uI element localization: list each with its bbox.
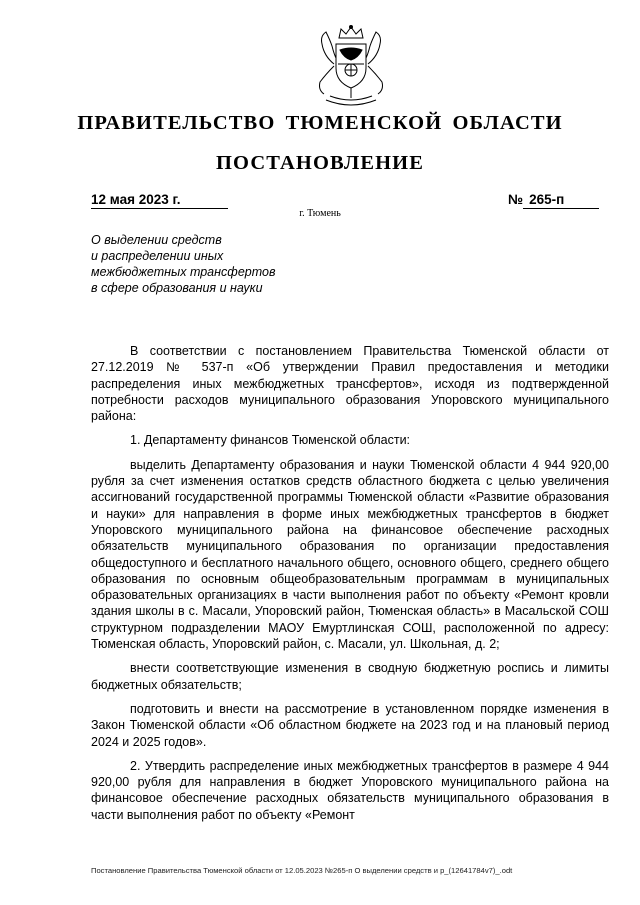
document-number: 265-п <box>523 192 599 209</box>
body-paragraph: 1. Департаменту финансов Тюменской области: <box>130 433 411 448</box>
document-subject <box>91 232 351 296</box>
document-footer: Постановление Правительства Тюменской области от 12.05.2023 №265-п О выделении средств и р_(12641784v7)_.odt <box>91 866 513 875</box>
coat-of-arms-icon <box>312 24 390 108</box>
subject-line: межбюджетных трансфертов <box>91 265 276 279</box>
body-paragraph: подготовить и внести на рассмотрение в установленном порядке изменения в Закон Тюменской области «Об областном бюджете на 2023 год и на плановый период 2024 и 2025 годов». <box>91 701 609 749</box>
document-type-title: ПОСТАНОВЛЕНИЕ <box>216 152 424 174</box>
subject-line: и распределении иных <box>91 249 224 263</box>
body-paragraph: внести соответствующие изменения в сводную бюджетную роспись и лимиты бюджетных обязательств; <box>91 661 609 692</box>
body-paragraph: 2. Утвердить распределение иных межбюджетных трансфертов в размере 4 944 920,00 рубля для направления в бюджет Упоровского муниципального района на финансовое обеспечение расходных обязательств муниципального образования в части выполнения работ по объекту «Ремонт <box>91 758 609 822</box>
body-paragraph: В соответствии с постановлением Правительства Тюменской области от 27.12.2019 № 537-п «Об утверждении Правил предоставления и методики распределения иных межбюджетных трансфертов», исходя из подтвержденной потребности расходов муниципального образования Упоровского муниципального района: <box>91 344 609 424</box>
document-body <box>91 343 609 831</box>
document-date: 12 мая 2023 г. <box>91 192 228 209</box>
body-paragraph: выделить Департаменту образования и науки Тюменской области 4 944 920,00 рубля за счет изменения остатков средств областного бюджета с целью увеличения ассигнований государственной программы Тюменской области «Развитие образования и науки» для направления в форме иных межбюджетных трансфертов в бюджет Упоровского муниципального района на финансовое обеспечение расходных обязательств муниципального образования по организации предоставления общедоступного и бесплатного начального общего, основного общего, среднего общего образования по основным общеобразовательным программам в муниципальных образовательных организациях в части выполнения работ по объекту «Ремонт кровли здания школы в с. Масали, Упоровский район, Тюменская область» в Масальской СОШ структурном подразделении МАОУ Емуртлинская СОШ, расположенной по адресу: Тюменская область, Упоровский район, с. Масали, ул. Школьная, д. 2; <box>91 457 609 652</box>
document-number-block <box>508 192 599 209</box>
subject-line: О выделении средств <box>91 233 222 247</box>
subject-line: в сфере образования и науки <box>91 281 263 295</box>
document-city: г. Тюмень <box>299 208 341 219</box>
organization-title: ПРАВИТЕЛЬСТВО ТЮМЕНСКОЙ ОБЛАСТИ <box>77 112 563 134</box>
number-sign: № <box>508 192 524 207</box>
